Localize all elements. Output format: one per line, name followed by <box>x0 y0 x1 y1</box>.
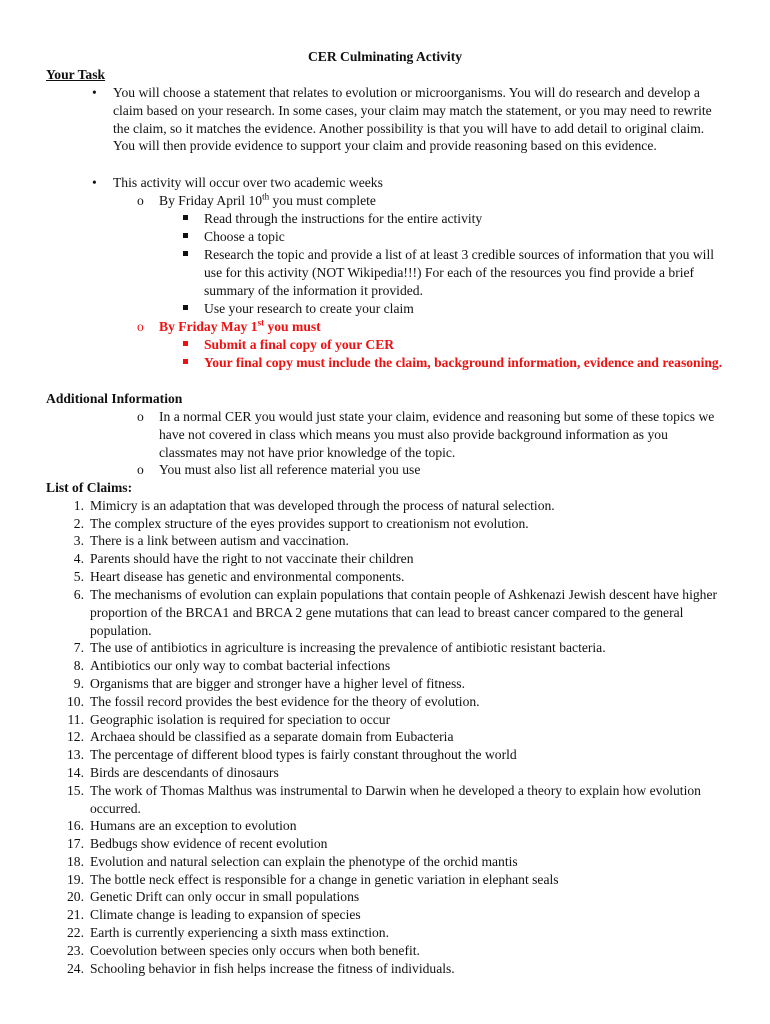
circle-bullet: o <box>137 409 144 424</box>
claim-number: 17. <box>67 836 84 851</box>
claim-item: Archaea should be classified as a separate domain from Eubacteria <box>90 729 454 744</box>
square-bullet <box>183 305 188 310</box>
square-bullet <box>183 215 188 220</box>
claim-number: 16. <box>67 818 84 833</box>
deadline-1-task-1: Read through the instructions for the entire activity <box>204 211 483 226</box>
claim-item: Humans are an exception to evolution <box>90 818 297 833</box>
task-bullet-1: You will choose a statement that relates to evolution or microorganisms. You will do research and develop a claim based on your research. In some cases, your claim may match the statement, or you may need to rewrite the claim, so it matches the evidence. Another possibility is that you will have to add detail to original claim. You will then provide evidence to support your claim and provide reasoning based on this evidence. <box>113 85 712 154</box>
your-task-heading: Your Task <box>46 67 106 82</box>
square-bullet <box>183 359 188 364</box>
claim-item: Antibiotics our only way to combat bacterial infections <box>90 658 391 673</box>
claim-item: Heart disease has genetic and environmental components. <box>90 569 405 584</box>
claim-item: The fossil record provides the best evidence for the theory of evolution. <box>90 694 480 709</box>
claim-number: 2. <box>73 516 84 531</box>
circle-bullet: o <box>137 319 144 334</box>
claim-item: The complex structure of the eyes provides support to creationism not evolution. <box>90 516 529 531</box>
square-bullet <box>183 251 188 256</box>
claim-item: Birds are descendants of dinosaurs <box>90 765 279 780</box>
claim-number: 10. <box>67 694 84 709</box>
claim-number: 11. <box>67 712 84 727</box>
claim-item: Coevolution between species only occurs when both benefit. <box>90 943 420 958</box>
deadline-1-task-4: Use your research to create your claim <box>204 301 414 316</box>
claim-item: Climate change is leading to expansion of species <box>90 907 361 922</box>
claim-number: 21. <box>67 907 84 922</box>
claim-item: Organisms that are bigger and stronger have a higher level of fitness. <box>90 676 465 691</box>
bullet-dot: • <box>92 85 97 100</box>
claim-number: 19. <box>67 872 84 887</box>
page-title: CER Culminating Activity <box>307 49 463 64</box>
deadline-2-prefix: By Friday May 1 <box>159 319 258 334</box>
claim-number: 15. <box>67 783 84 798</box>
task-bullet-2: This activity will occur over two academic weeks <box>113 175 383 190</box>
claim-number: 1. <box>73 498 84 513</box>
additional-item-2: You must also list all reference material you use <box>159 462 421 477</box>
claim-number: 12. <box>67 729 84 744</box>
deadline-2-sup: st <box>257 317 265 328</box>
claim-number: 20. <box>67 889 84 904</box>
claim-number: 23. <box>67 943 84 958</box>
claim-item: Parents should have the right to not vaccinate their children <box>90 551 414 566</box>
claim-item: Schooling behavior in fish helps increase the fitness of individuals. <box>90 961 455 976</box>
claim-item: Earth is currently experiencing a sixth mass extinction. <box>90 925 389 940</box>
deadline-1-task-2: Choose a topic <box>204 229 285 244</box>
deadline-1-task-3: Research the topic and provide a list of at least 3 credible sources of information that you will use for this activity (NOT Wikipedia!!!) For each of the resources you find provide a brief summary of the information it provided. <box>204 247 714 298</box>
circle-bullet: o <box>137 193 144 208</box>
claim-item: There is a link between autism and vaccination. <box>90 533 349 548</box>
claim-number: 4. <box>73 551 84 566</box>
deadline-2-task-2: Your final copy must include the claim, background information, evidence and reasoning. <box>204 355 723 370</box>
claim-item: Geographic isolation is required for speciation to occur <box>90 712 391 727</box>
claim-item: The bottle neck effect is responsible for a change in genetic variation in elephant seals <box>90 872 559 887</box>
claim-number: 18. <box>67 854 84 869</box>
claim-number: 3. <box>73 533 84 548</box>
claim-item: Genetic Drift can only occur in small populations <box>90 889 360 904</box>
claims-heading: List of Claims: <box>46 480 133 495</box>
claim-number: 9. <box>73 676 84 691</box>
square-bullet <box>183 233 188 238</box>
deadline-1-suffix: you must complete <box>269 193 376 208</box>
claim-number: 7. <box>73 640 84 655</box>
claim-number: 13. <box>67 747 84 762</box>
additional-item-1: In a normal CER you would just state your claim, evidence and reasoning but some of these topics we have not covered in class which means you must also provide background information as you classmates may not have prior knowledge of the topic. <box>159 409 715 460</box>
deadline-2-task-1: Submit a final copy of your CER <box>204 337 395 352</box>
deadline-1-sup: th <box>262 191 270 202</box>
claim-item: The work of Thomas Malthus was instrumental to Darwin when he developed a theory to explain how evolution occurred. <box>90 783 701 816</box>
claim-number: 5. <box>73 569 84 584</box>
deadline-2 <box>159 318 321 336</box>
claim-number: 14. <box>67 765 84 780</box>
deadline-1-prefix: By Friday April 10 <box>159 193 263 208</box>
claim-item: Evolution and natural selection can explain the phenotype of the orchid mantis <box>90 854 518 869</box>
claim-item: The mechanisms of evolution can explain populations that contain people of Ashkenazi Jewish descent have higher proportion of the BRCA1 and BRCA 2 gene mutations that can lead to breast cancer compared to the general population. <box>90 587 718 638</box>
claim-number: 24. <box>67 961 84 976</box>
claim-number: 6. <box>73 587 84 602</box>
claim-number: 8. <box>73 658 84 673</box>
circle-bullet: o <box>137 462 144 477</box>
deadline-1 <box>159 192 376 210</box>
additional-heading: Additional Information <box>46 391 183 406</box>
claim-item: Bedbugs show evidence of recent evolution <box>90 836 328 851</box>
claim-item: The percentage of different blood types is fairly constant throughout the world <box>90 747 517 762</box>
claim-item: The use of antibiotics in agriculture is increasing the prevalence of antibiotic resistant bacteria. <box>90 640 606 655</box>
claim-item: Mimicry is an adaptation that was developed through the process of natural selection. <box>90 498 555 513</box>
square-bullet <box>183 341 188 346</box>
deadline-2-suffix: you must <box>264 319 321 334</box>
bullet-dot: • <box>92 175 97 190</box>
claim-number: 22. <box>67 925 84 940</box>
